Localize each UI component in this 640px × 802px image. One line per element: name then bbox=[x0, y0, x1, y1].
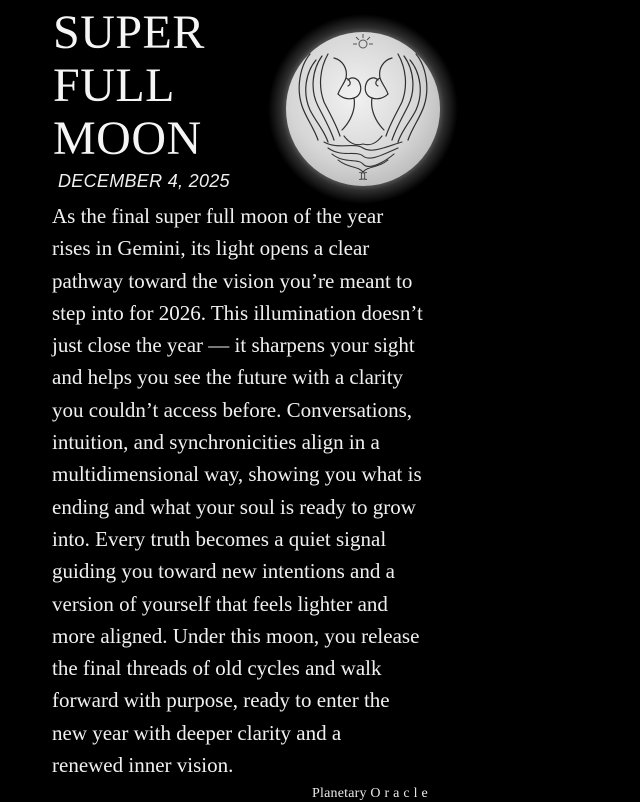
body-line: pathway toward the vision you’re meant to bbox=[52, 268, 413, 293]
page-title bbox=[53, 6, 205, 165]
body-line: new year with deeper clarity and a bbox=[52, 720, 342, 745]
body-line: rises in Gemini, its light opens a clear bbox=[52, 236, 370, 261]
title-line-2: FULL bbox=[53, 59, 175, 112]
gemini-glyph: ♊ bbox=[358, 170, 368, 183]
body-line: just close the year — it sharpens your sight bbox=[52, 333, 415, 358]
title-line-1: SUPER bbox=[53, 6, 205, 59]
body-line: step into for 2026. This illumination doesn’t bbox=[52, 300, 423, 325]
body-line: more aligned. Under this moon, you release bbox=[52, 623, 420, 648]
event-date: DECEMBER 4, 2025 bbox=[58, 171, 230, 191]
body-line: you couldn’t access before. Conversations, bbox=[52, 397, 413, 422]
signature-first: Planetary bbox=[312, 786, 367, 801]
body-line: and helps you see the future with a clarity bbox=[52, 365, 404, 390]
gemini-twins-moon-icon bbox=[268, 14, 458, 204]
body-line: multidimensional way, showing you what is bbox=[52, 462, 422, 487]
horoscope-body bbox=[52, 200, 522, 781]
body-line: the final threads of old cycles and walk bbox=[52, 656, 382, 681]
body-line: guiding you toward new intentions and a bbox=[52, 559, 395, 584]
body-line: intuition, and synchronicities align in a bbox=[52, 430, 380, 455]
body-line: version of yourself that feels lighter and bbox=[52, 591, 388, 616]
signature-second: Oracle bbox=[370, 786, 432, 801]
body-line: As the final super full moon of the year bbox=[52, 204, 384, 228]
moon-illustration bbox=[268, 14, 458, 204]
body-line: into. Every truth becomes a quiet signal bbox=[52, 526, 387, 551]
title-line-3: MOON bbox=[53, 112, 202, 165]
body-line: renewed inner vision. bbox=[52, 753, 234, 778]
signature bbox=[312, 786, 432, 802]
body-line: forward with purpose, ready to enter the bbox=[52, 688, 390, 713]
body-line: ending and what your soul is ready to grow bbox=[52, 494, 416, 519]
